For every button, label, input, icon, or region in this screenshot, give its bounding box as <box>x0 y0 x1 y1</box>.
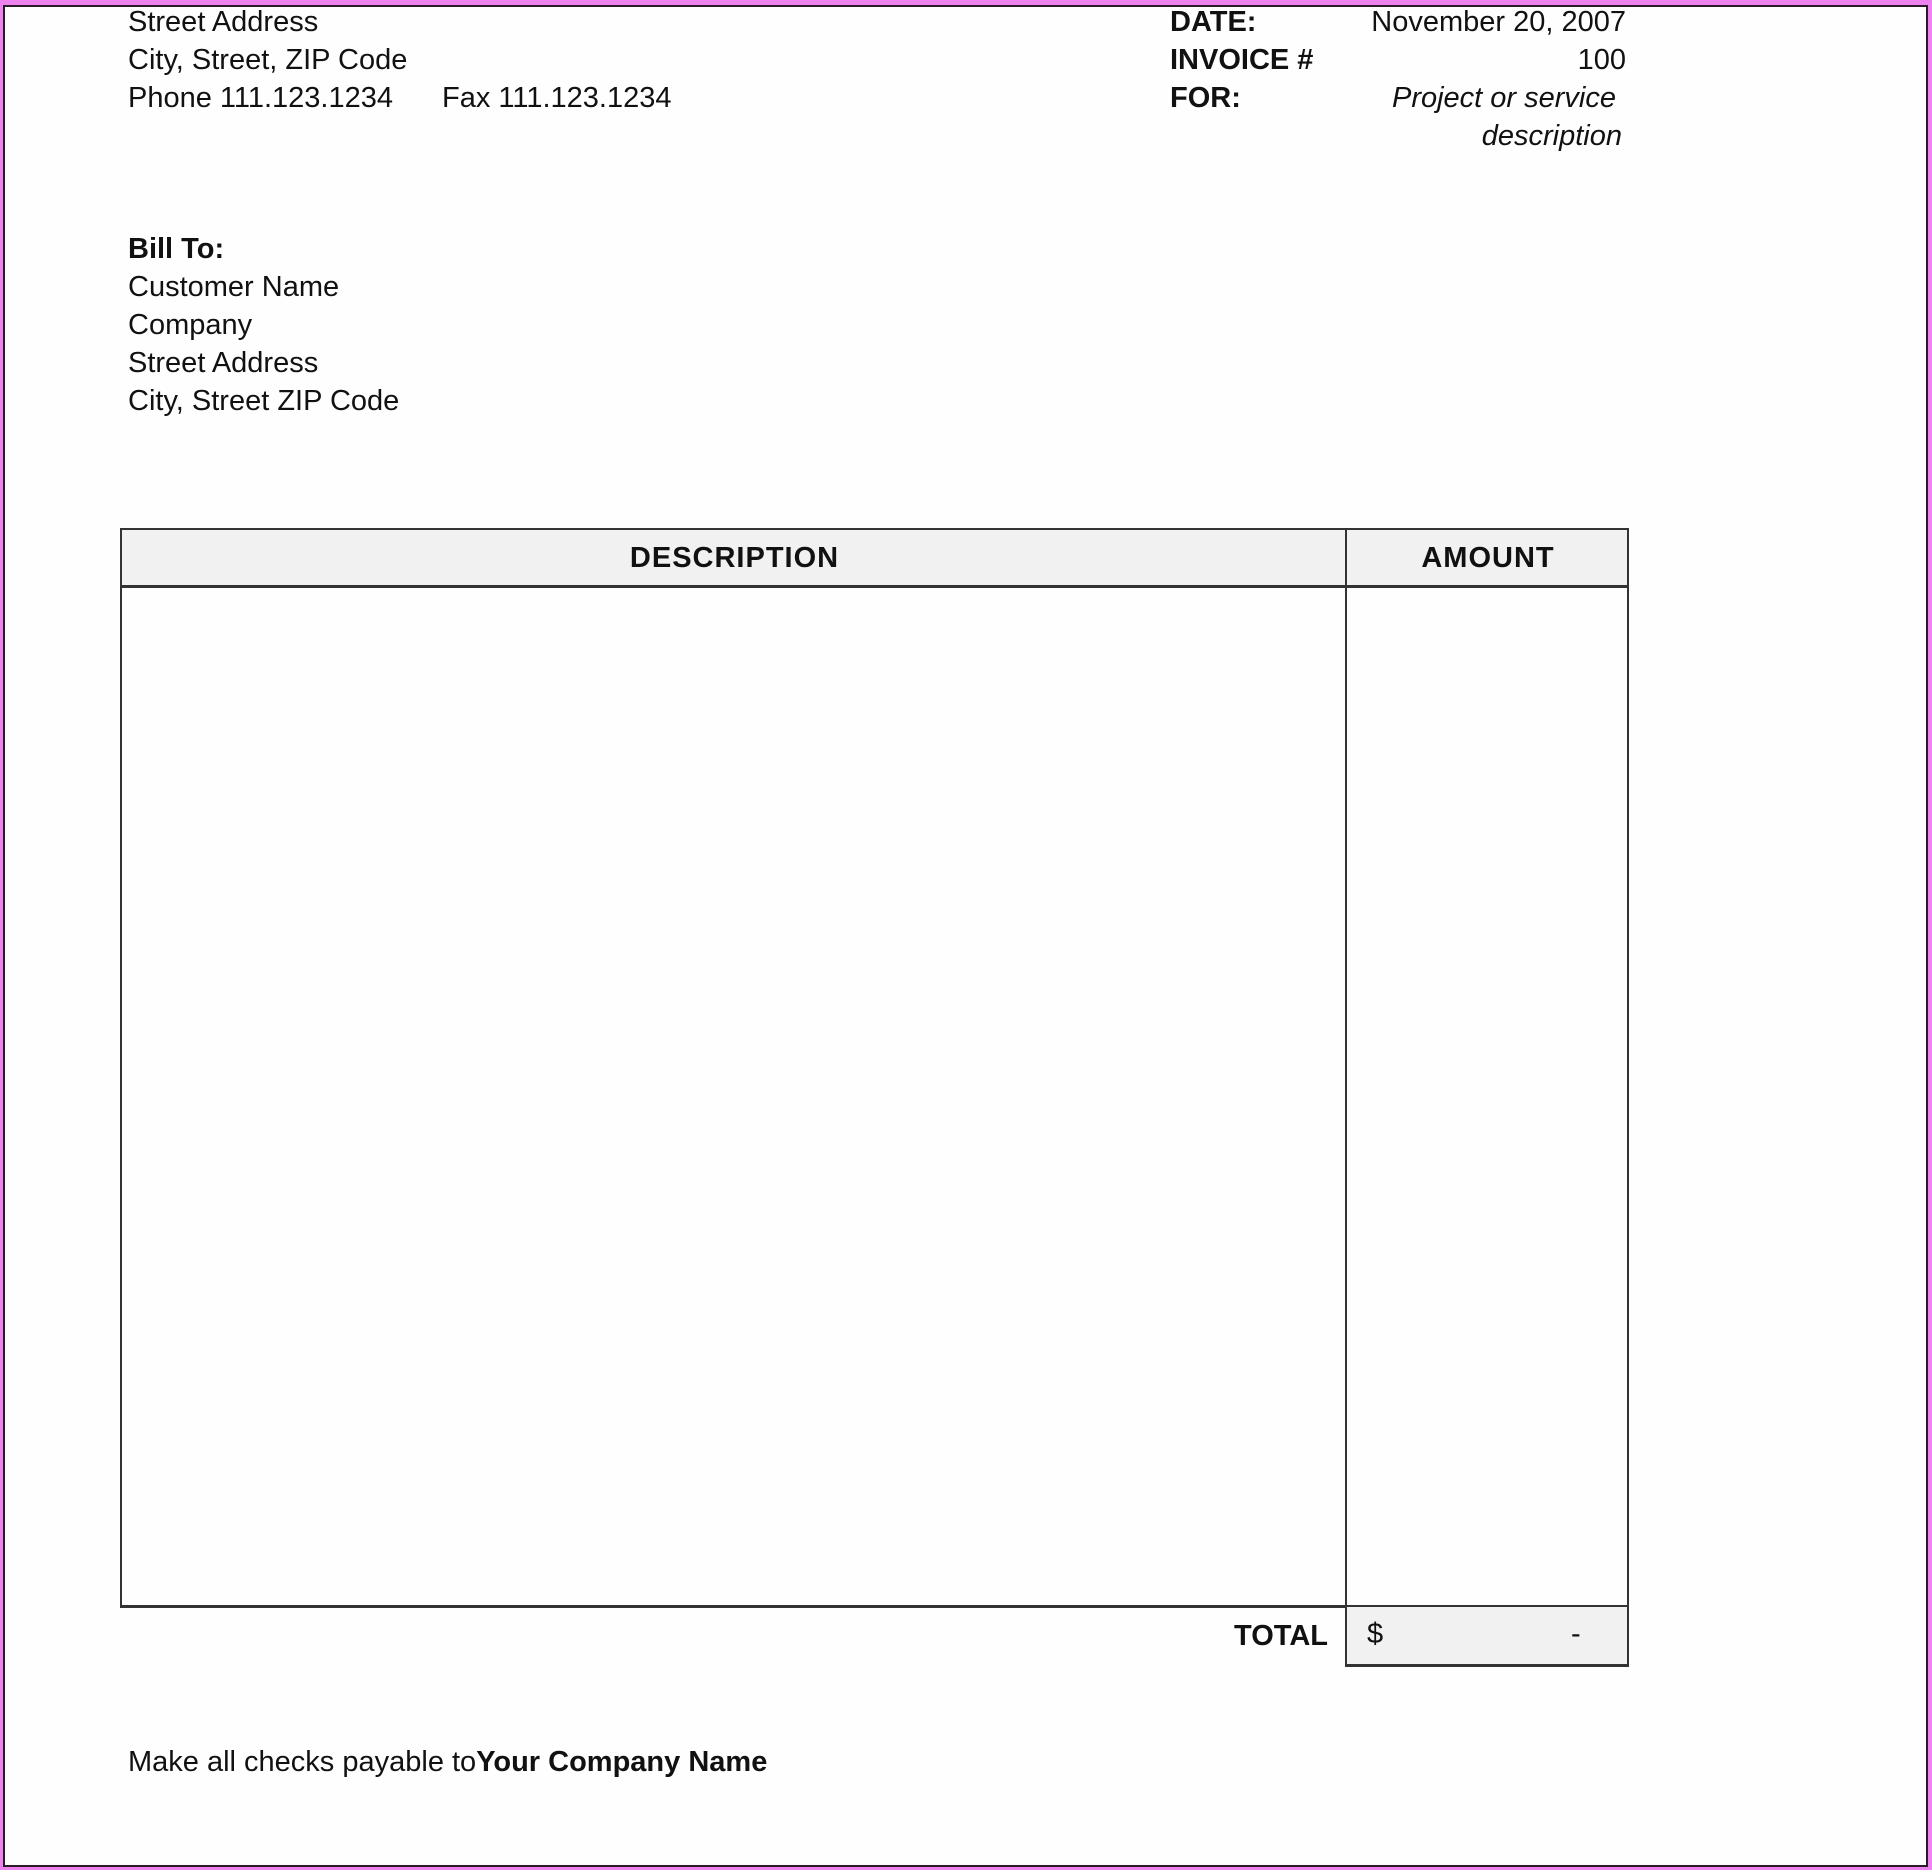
for-label: FOR: <box>1170 82 1241 114</box>
invoice-value: 100 <box>1577 44 1626 76</box>
date-value: November 20, 2007 <box>1371 6 1626 38</box>
column-header-description: DESCRIPTION <box>629 542 840 574</box>
total-currency: $ <box>1367 1618 1384 1650</box>
company-city: City, Street, ZIP Code <box>128 44 408 76</box>
company-street: Street Address <box>128 6 319 38</box>
bill-to-city: City, Street ZIP Code <box>128 385 400 417</box>
for-value-line1: Project or service <box>1391 82 1616 114</box>
total-value: - <box>1571 1618 1581 1650</box>
bill-to-name: Customer Name <box>128 271 340 303</box>
bill-to-label: Bill To: <box>128 233 225 265</box>
invoice-label: INVOICE # <box>1170 44 1314 76</box>
company-phone: Phone 111.123.1234 <box>128 82 394 114</box>
total-box <box>1345 1607 1629 1667</box>
table-header <box>120 528 1629 588</box>
footer-text: Make all checks payable to <box>128 1746 477 1778</box>
for-value-line2: description <box>1481 120 1622 152</box>
bill-to-street: Street Address <box>128 347 319 379</box>
total-label: TOTAL <box>1234 1620 1328 1652</box>
company-fax: Fax 111.123.1234 <box>442 82 672 114</box>
column-divider <box>1345 528 1347 1608</box>
date-label: DATE: <box>1170 6 1257 38</box>
footer-company: Your Company Name <box>476 1746 768 1778</box>
line-items-area <box>120 586 1629 1608</box>
column-header-amount: AMOUNT <box>1421 542 1555 574</box>
footer-note <box>128 1743 767 1781</box>
bill-to-company: Company <box>128 309 253 341</box>
